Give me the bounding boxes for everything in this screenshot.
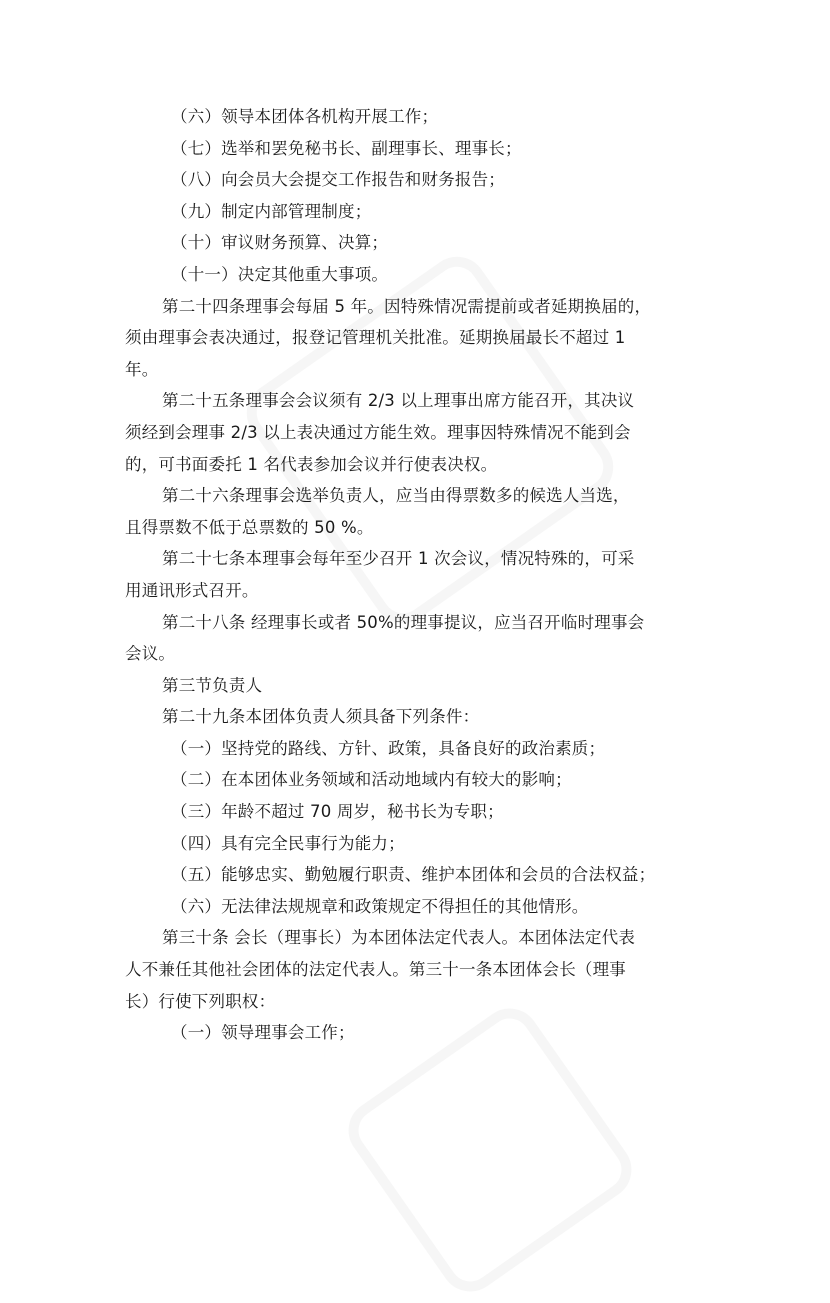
item-line: （六）领导本团体各机构开展工作； bbox=[171, 107, 439, 126]
article-line: 第二十五条理事会会议须有 2/3 以上理事出席方能召开，其决议 bbox=[162, 391, 635, 411]
article-line: 第二十四条理事会每届 5 年。因特殊情况需提前或者延期换届的， bbox=[162, 296, 652, 316]
item-line: （七）选举和罢免秘书长、副理事长、理事长； bbox=[171, 138, 522, 158]
document-body bbox=[125, 101, 720, 1049]
continuation-line: 且得票数不低于总票数的 50 %。 bbox=[125, 517, 374, 537]
article-line: 第二十六条理事会选举负责人，应当由得票数多的候选人当选， bbox=[162, 486, 630, 506]
item-line: （四）具有完全民事行为能力； bbox=[171, 833, 405, 853]
continuation-line: 年。 bbox=[125, 359, 159, 379]
item-line: （一）坚持党的路线、方针、政策，具备良好的政治素质； bbox=[171, 738, 606, 758]
article-line: 第三十条 会长（理事长）为本团体法定代表人。本团体法定代表 bbox=[162, 928, 636, 948]
item-line: （八）向会员大会提交工作报告和财务报告； bbox=[171, 170, 505, 190]
continuation-line: 的，可书面委托 1 名代表参加会议并行使表决权。 bbox=[125, 454, 498, 474]
continuation-line: 会议。 bbox=[125, 644, 176, 664]
continuation-line: 长）行使下列职权： bbox=[125, 991, 276, 1011]
item-line: （十）审议财务预算、决算； bbox=[171, 233, 389, 253]
item-line: （十一）决定其他重大事项。 bbox=[171, 264, 389, 284]
item-line: （二）在本团体业务领域和活动地域内有较大的影响； bbox=[171, 770, 572, 790]
article-line: 第二十九条本团体负责人须具备下列条件： bbox=[162, 707, 480, 727]
item-line: （六）无法律法规规章和政策规定不得担任的其他情形。 bbox=[171, 896, 589, 916]
article-line: 第二十八条 经理事长或者 50%的理事提议，应当召开临时理事会 bbox=[162, 612, 645, 632]
continuation-line: 须由理事会表决通过，报登记管理机关批准。延期换届最长不超过 1 bbox=[125, 328, 626, 348]
continuation-line: 须经到会理事 2/3 以上表决通过方能生效。理事因特殊情况不能到会 bbox=[125, 422, 631, 442]
item-line: （一）领导理事会工作； bbox=[171, 1023, 355, 1043]
item-line: （三）年龄不超过 70 周岁，秘书长为专职； bbox=[171, 802, 504, 822]
item-line: （九）制定内部管理制度； bbox=[171, 201, 372, 221]
continuation-line: 用通讯形式召开。 bbox=[125, 580, 259, 600]
item-line: （五）能够忠实、勤勉履行职责、维护本团体和会员的合法权益； bbox=[171, 865, 656, 885]
continuation-line: 人不兼任其他社会团体的法定代表人。第三十一条本团体会长（理事 bbox=[125, 960, 626, 980]
section-heading: 第三节负责人 bbox=[162, 675, 263, 695]
article-line: 第二十七条本理事会每年至少召开 1 次会议，情况特殊的，可采 bbox=[162, 549, 635, 569]
